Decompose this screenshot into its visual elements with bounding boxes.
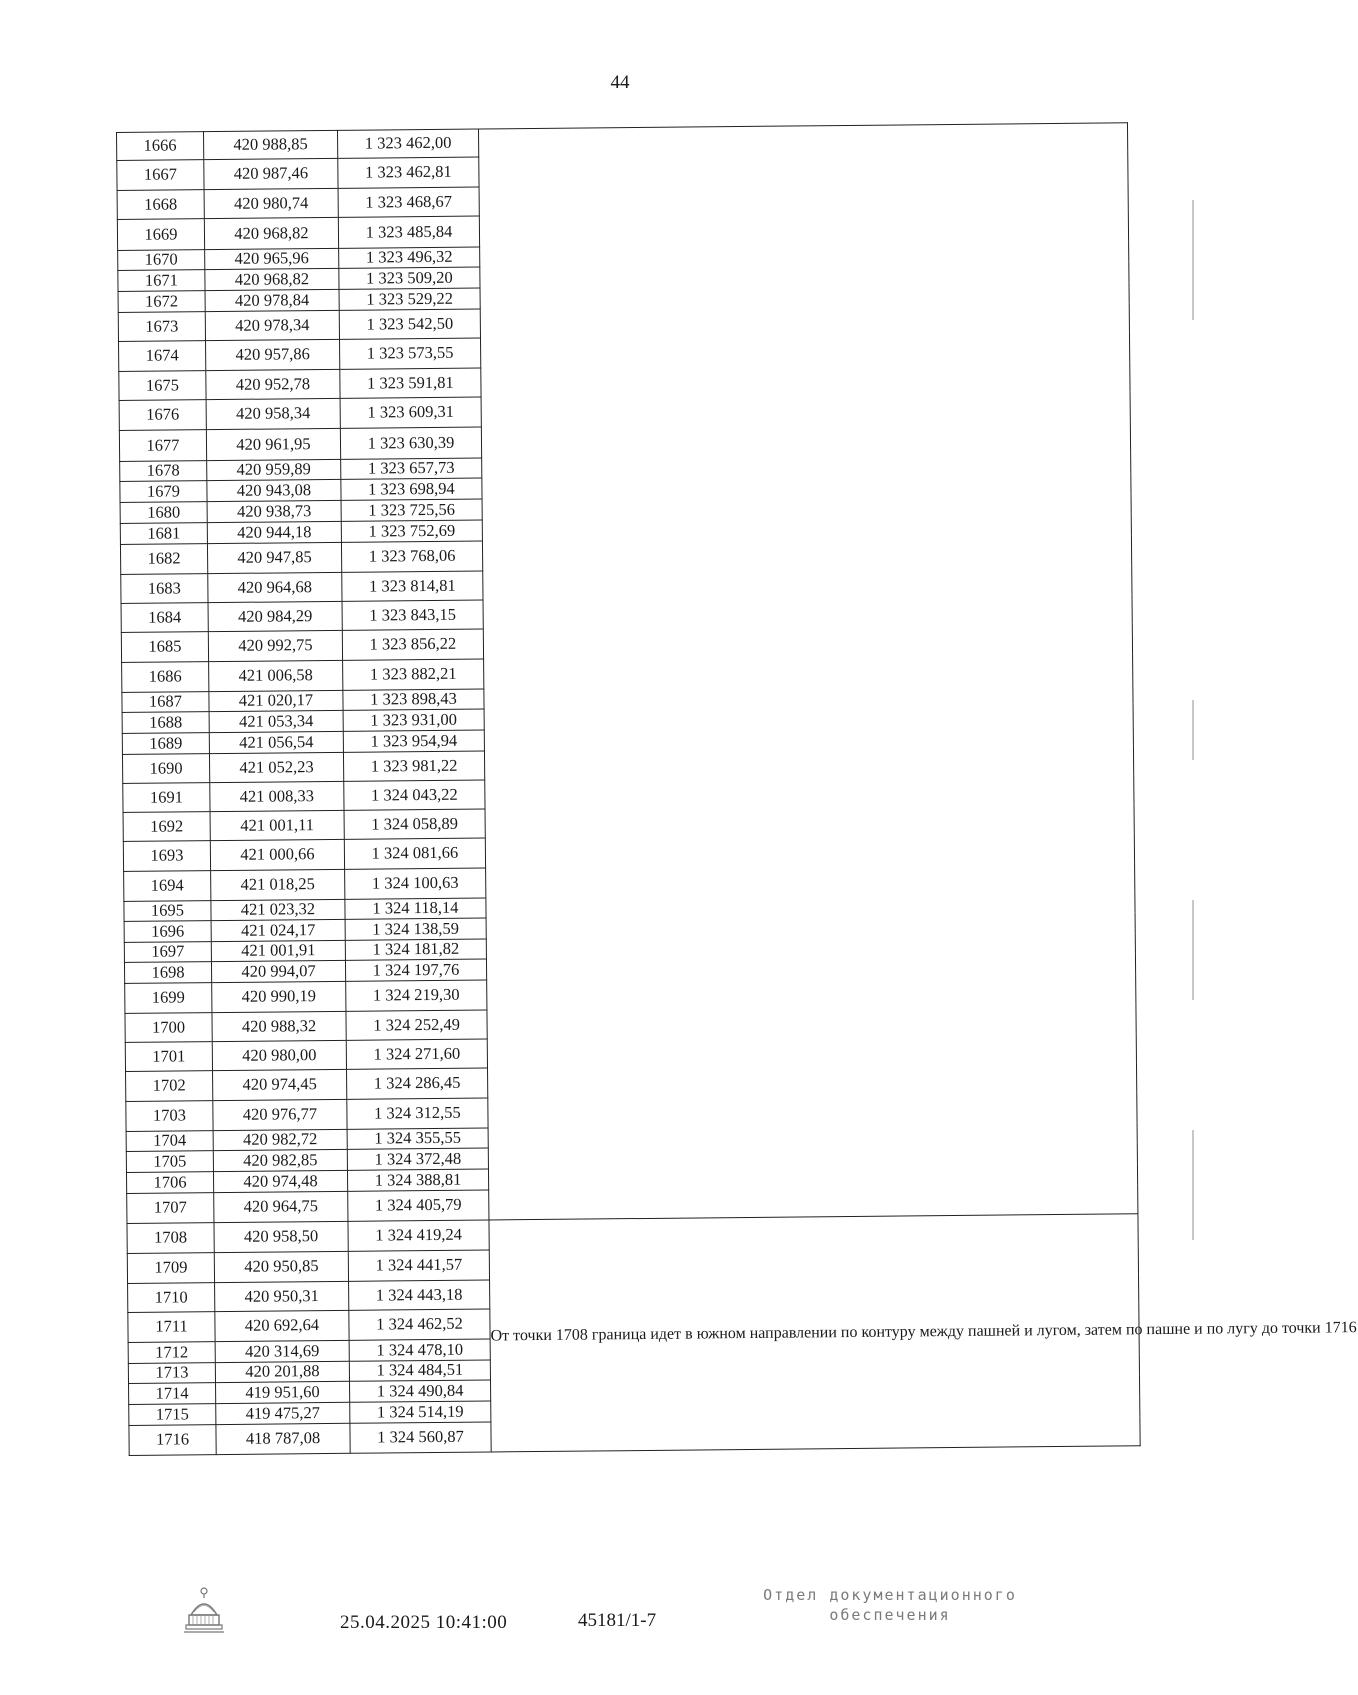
table-row — [117, 123, 1128, 161]
x-coordinate-cell: 420 958,34 — [206, 398, 340, 429]
y-coordinate-cell: 1 323 768,06 — [341, 541, 482, 572]
point-number-cell: 1694 — [124, 871, 211, 902]
point-number-cell: 1666 — [117, 132, 204, 161]
x-coordinate-cell: 420 952,78 — [206, 369, 340, 399]
x-coordinate-cell: 420 938,73 — [207, 500, 341, 522]
y-coordinate-cell: 1 324 484,51 — [349, 1360, 490, 1381]
y-coordinate-cell: 1 324 118,14 — [345, 898, 486, 919]
x-coordinate-cell: 419 951,60 — [216, 1381, 350, 1403]
x-coordinate-cell: 420 965,96 — [205, 248, 339, 269]
x-coordinate-cell: 420 982,85 — [213, 1149, 347, 1171]
x-coordinate-cell: 421 001,91 — [211, 940, 345, 961]
x-coordinate-cell: 420 984,29 — [208, 601, 342, 631]
y-coordinate-cell: 1 324 372,48 — [347, 1148, 488, 1170]
x-coordinate-cell: 420 958,50 — [214, 1221, 348, 1252]
point-number-cell: 1689 — [122, 733, 209, 755]
point-number-cell: 1696 — [124, 921, 211, 943]
point-number-cell: 1697 — [124, 942, 211, 963]
x-coordinate-cell: 420 947,85 — [207, 542, 341, 573]
point-number-cell: 1670 — [118, 250, 205, 271]
x-coordinate-cell: 421 001,11 — [210, 810, 344, 840]
y-coordinate-cell: 1 324 462,52 — [349, 1309, 490, 1340]
y-coordinate-cell: 1 323 630,39 — [340, 427, 481, 459]
y-coordinate-cell: 1 323 856,22 — [342, 629, 483, 660]
x-coordinate-cell: 420 982,72 — [213, 1129, 347, 1150]
y-coordinate-cell: 1 324 181,82 — [345, 939, 486, 960]
point-number-cell: 1676 — [119, 400, 206, 431]
y-coordinate-cell: 1 323 725,56 — [341, 499, 482, 521]
y-coordinate-cell: 1 324 197,76 — [345, 959, 486, 981]
y-coordinate-cell: 1 324 286,45 — [347, 1068, 488, 1099]
point-number-cell: 1714 — [129, 1383, 216, 1405]
point-number-cell: 1685 — [121, 632, 208, 663]
point-number-cell: 1692 — [123, 812, 210, 842]
y-coordinate-cell: 1 323 496,32 — [339, 247, 480, 268]
y-coordinate-cell: 1 323 529,22 — [339, 288, 480, 310]
y-coordinate-cell: 1 324 560,87 — [350, 1422, 491, 1453]
department-line-1: Отдел документационного — [763, 1586, 1017, 1604]
x-coordinate-cell: 420 978,84 — [205, 289, 339, 311]
point-number-cell: 1691 — [123, 783, 210, 813]
y-coordinate-cell: 1 324 271,60 — [346, 1039, 487, 1069]
y-coordinate-cell: 1 324 355,55 — [347, 1128, 488, 1149]
x-coordinate-cell: 420 968,82 — [204, 217, 338, 249]
scan-edge-mark — [1192, 700, 1194, 760]
scan-edge-mark — [1192, 200, 1194, 320]
point-number-cell: 1703 — [126, 1101, 213, 1132]
y-coordinate-cell: 1 323 509,20 — [339, 267, 480, 289]
point-number-cell: 1711 — [128, 1312, 215, 1343]
y-coordinate-cell: 1 324 490,84 — [350, 1380, 491, 1402]
x-coordinate-cell: 420 950,85 — [214, 1251, 348, 1282]
y-coordinate-cell: 1 324 081,66 — [344, 838, 485, 869]
point-number-cell: 1674 — [119, 341, 206, 372]
x-coordinate-cell: 421 006,58 — [209, 660, 343, 691]
y-coordinate-cell: 1 323 591,81 — [340, 368, 481, 398]
x-coordinate-cell: 421 008,33 — [210, 781, 344, 811]
scan-edge-mark — [1192, 900, 1194, 1000]
y-coordinate-cell: 1 324 058,89 — [344, 809, 485, 839]
point-number-cell: 1675 — [119, 371, 206, 401]
y-coordinate-cell: 1 323 882,21 — [343, 659, 484, 690]
point-number-cell: 1704 — [126, 1131, 213, 1152]
x-coordinate-cell: 420 964,68 — [208, 572, 342, 602]
x-coordinate-cell: 420 980,74 — [204, 188, 338, 218]
y-coordinate-cell: 1 324 043,22 — [344, 780, 485, 810]
point-number-cell: 1706 — [126, 1172, 213, 1194]
point-number-cell: 1671 — [118, 270, 205, 292]
x-coordinate-cell: 420 957,86 — [206, 339, 340, 370]
y-coordinate-cell: 1 324 443,18 — [349, 1280, 490, 1310]
y-coordinate-cell: 1 323 698,94 — [341, 478, 482, 500]
x-coordinate-cell: 420 943,08 — [207, 479, 341, 501]
x-coordinate-cell: 420 201,88 — [215, 1361, 349, 1382]
point-number-cell: 1705 — [126, 1151, 213, 1173]
point-number-cell: 1681 — [120, 523, 207, 545]
y-coordinate-cell: 1 324 138,59 — [345, 918, 486, 940]
coordinates-table-body — [117, 123, 1357, 1456]
x-coordinate-cell: 420 961,95 — [206, 428, 340, 460]
y-coordinate-cell: 1 323 573,55 — [340, 338, 481, 369]
x-coordinate-cell: 421 000,66 — [210, 839, 344, 870]
boundary-description: От точки 1708 граница идет в южном направлении по контуру между пашней и лугом, затем по пашне и по лугу до точки 1716 — [489, 1214, 1140, 1452]
y-coordinate-cell: 1 323 657,73 — [341, 458, 482, 479]
y-coordinate-cell: 1 324 419,24 — [348, 1220, 489, 1251]
x-coordinate-cell: 420 974,48 — [213, 1170, 347, 1192]
point-number-cell: 1686 — [122, 662, 209, 693]
point-number-cell: 1702 — [126, 1071, 213, 1102]
x-coordinate-cell: 421 020,17 — [209, 690, 343, 711]
page-number: 44 — [610, 72, 630, 93]
point-number-cell: 1677 — [119, 430, 206, 462]
x-coordinate-cell: 420 994,07 — [211, 960, 345, 982]
x-coordinate-cell: 420 968,82 — [205, 268, 339, 290]
point-number-cell: 1709 — [127, 1253, 214, 1284]
department-line-2: обеспечения — [829, 1606, 951, 1624]
y-coordinate-cell: 1 323 462,00 — [337, 129, 478, 158]
point-number-cell: 1688 — [122, 712, 209, 734]
x-coordinate-cell: 420 992,75 — [208, 630, 342, 661]
point-number-cell: 1715 — [129, 1404, 216, 1426]
point-number-cell: 1684 — [121, 603, 208, 633]
y-coordinate-cell: 1 323 843,15 — [342, 600, 483, 630]
x-coordinate-cell: 421 053,34 — [209, 710, 343, 732]
point-number-cell: 1682 — [120, 544, 207, 575]
y-coordinate-cell: 1 324 312,55 — [347, 1098, 488, 1129]
point-number-cell: 1699 — [125, 983, 212, 1014]
point-number-cell: 1690 — [122, 754, 209, 784]
y-coordinate-cell: 1 323 462,81 — [338, 157, 479, 188]
x-coordinate-cell: 421 018,25 — [211, 869, 345, 900]
point-number-cell: 1668 — [117, 190, 204, 220]
x-coordinate-cell: 420 964,75 — [214, 1191, 348, 1222]
point-number-cell: 1716 — [129, 1425, 216, 1456]
point-number-cell: 1693 — [123, 841, 210, 872]
y-coordinate-cell: 1 324 478,10 — [349, 1339, 490, 1361]
x-coordinate-cell: 420 944,18 — [207, 521, 341, 543]
timestamp: 25.04.2025 10:41:00 — [340, 1612, 508, 1633]
x-coordinate-cell: 421 052,23 — [209, 752, 343, 782]
x-coordinate-cell: 420 987,46 — [204, 158, 338, 189]
x-coordinate-cell: 420 959,89 — [207, 459, 341, 480]
description-cell-empty — [478, 123, 1137, 1220]
x-coordinate-cell: 420 692,64 — [215, 1310, 349, 1341]
y-coordinate-cell: 1 324 405,79 — [348, 1190, 489, 1221]
point-number-cell: 1698 — [124, 962, 211, 984]
point-number-cell: 1672 — [118, 291, 205, 313]
y-coordinate-cell: 1 323 609,31 — [340, 397, 481, 428]
point-number-cell: 1710 — [128, 1283, 215, 1313]
x-coordinate-cell: 421 056,54 — [209, 731, 343, 753]
point-number-cell: 1708 — [127, 1223, 214, 1254]
x-coordinate-cell: 420 974,45 — [213, 1069, 347, 1100]
y-coordinate-cell: 1 323 981,22 — [343, 751, 484, 781]
point-number-cell: 1667 — [117, 160, 204, 191]
x-coordinate-cell: 420 976,77 — [213, 1099, 347, 1130]
x-coordinate-cell: 421 024,17 — [211, 919, 345, 941]
point-number-cell: 1683 — [121, 574, 208, 604]
emblem-icon — [183, 1585, 225, 1635]
y-coordinate-cell: 1 323 954,94 — [343, 730, 484, 752]
x-coordinate-cell: 419 475,27 — [216, 1402, 350, 1424]
point-number-cell: 1713 — [128, 1363, 215, 1384]
coordinates-table — [116, 122, 1357, 1456]
point-number-cell: 1680 — [120, 502, 207, 524]
point-number-cell: 1678 — [120, 461, 207, 482]
scan-edge-mark — [1192, 1130, 1194, 1240]
x-coordinate-cell: 420 990,19 — [212, 981, 346, 1012]
point-number-cell: 1712 — [128, 1342, 215, 1364]
x-coordinate-cell: 418 787,08 — [216, 1423, 350, 1454]
y-coordinate-cell: 1 324 514,19 — [350, 1401, 491, 1423]
y-coordinate-cell: 1 324 100,63 — [345, 868, 486, 899]
y-coordinate-cell: 1 323 485,84 — [338, 216, 479, 248]
document-code: 45181/1-7 — [578, 1610, 657, 1631]
point-number-cell: 1673 — [118, 312, 205, 342]
y-coordinate-cell: 1 323 931,00 — [343, 709, 484, 731]
point-number-cell: 1695 — [124, 901, 211, 922]
y-coordinate-cell: 1 324 441,57 — [348, 1250, 489, 1281]
department-stamp — [740, 1585, 1040, 1625]
point-number-cell: 1679 — [120, 481, 207, 503]
x-coordinate-cell: 420 314,69 — [215, 1340, 349, 1362]
x-coordinate-cell: 420 950,31 — [215, 1281, 349, 1311]
point-number-cell: 1707 — [127, 1193, 214, 1224]
x-coordinate-cell: 420 980,00 — [212, 1040, 346, 1070]
point-number-cell: 1669 — [117, 219, 204, 251]
y-coordinate-cell: 1 323 752,69 — [341, 520, 482, 542]
x-coordinate-cell: 420 988,32 — [212, 1011, 346, 1041]
y-coordinate-cell: 1 324 219,30 — [346, 980, 487, 1011]
x-coordinate-cell: 420 988,85 — [204, 130, 338, 159]
point-number-cell: 1701 — [125, 1042, 212, 1072]
y-coordinate-cell: 1 323 898,43 — [343, 689, 484, 710]
y-coordinate-cell: 1 324 388,81 — [347, 1169, 488, 1191]
y-coordinate-cell: 1 323 542,50 — [339, 309, 480, 339]
x-coordinate-cell: 421 023,32 — [211, 899, 345, 920]
x-coordinate-cell: 420 978,34 — [205, 310, 339, 340]
y-coordinate-cell: 1 324 252,49 — [346, 1010, 487, 1040]
y-coordinate-cell: 1 323 814,81 — [342, 571, 483, 601]
y-coordinate-cell: 1 323 468,67 — [338, 187, 479, 217]
point-number-cell: 1687 — [122, 692, 209, 713]
coordinates-sheet — [116, 122, 1357, 1456]
point-number-cell: 1700 — [125, 1013, 212, 1043]
